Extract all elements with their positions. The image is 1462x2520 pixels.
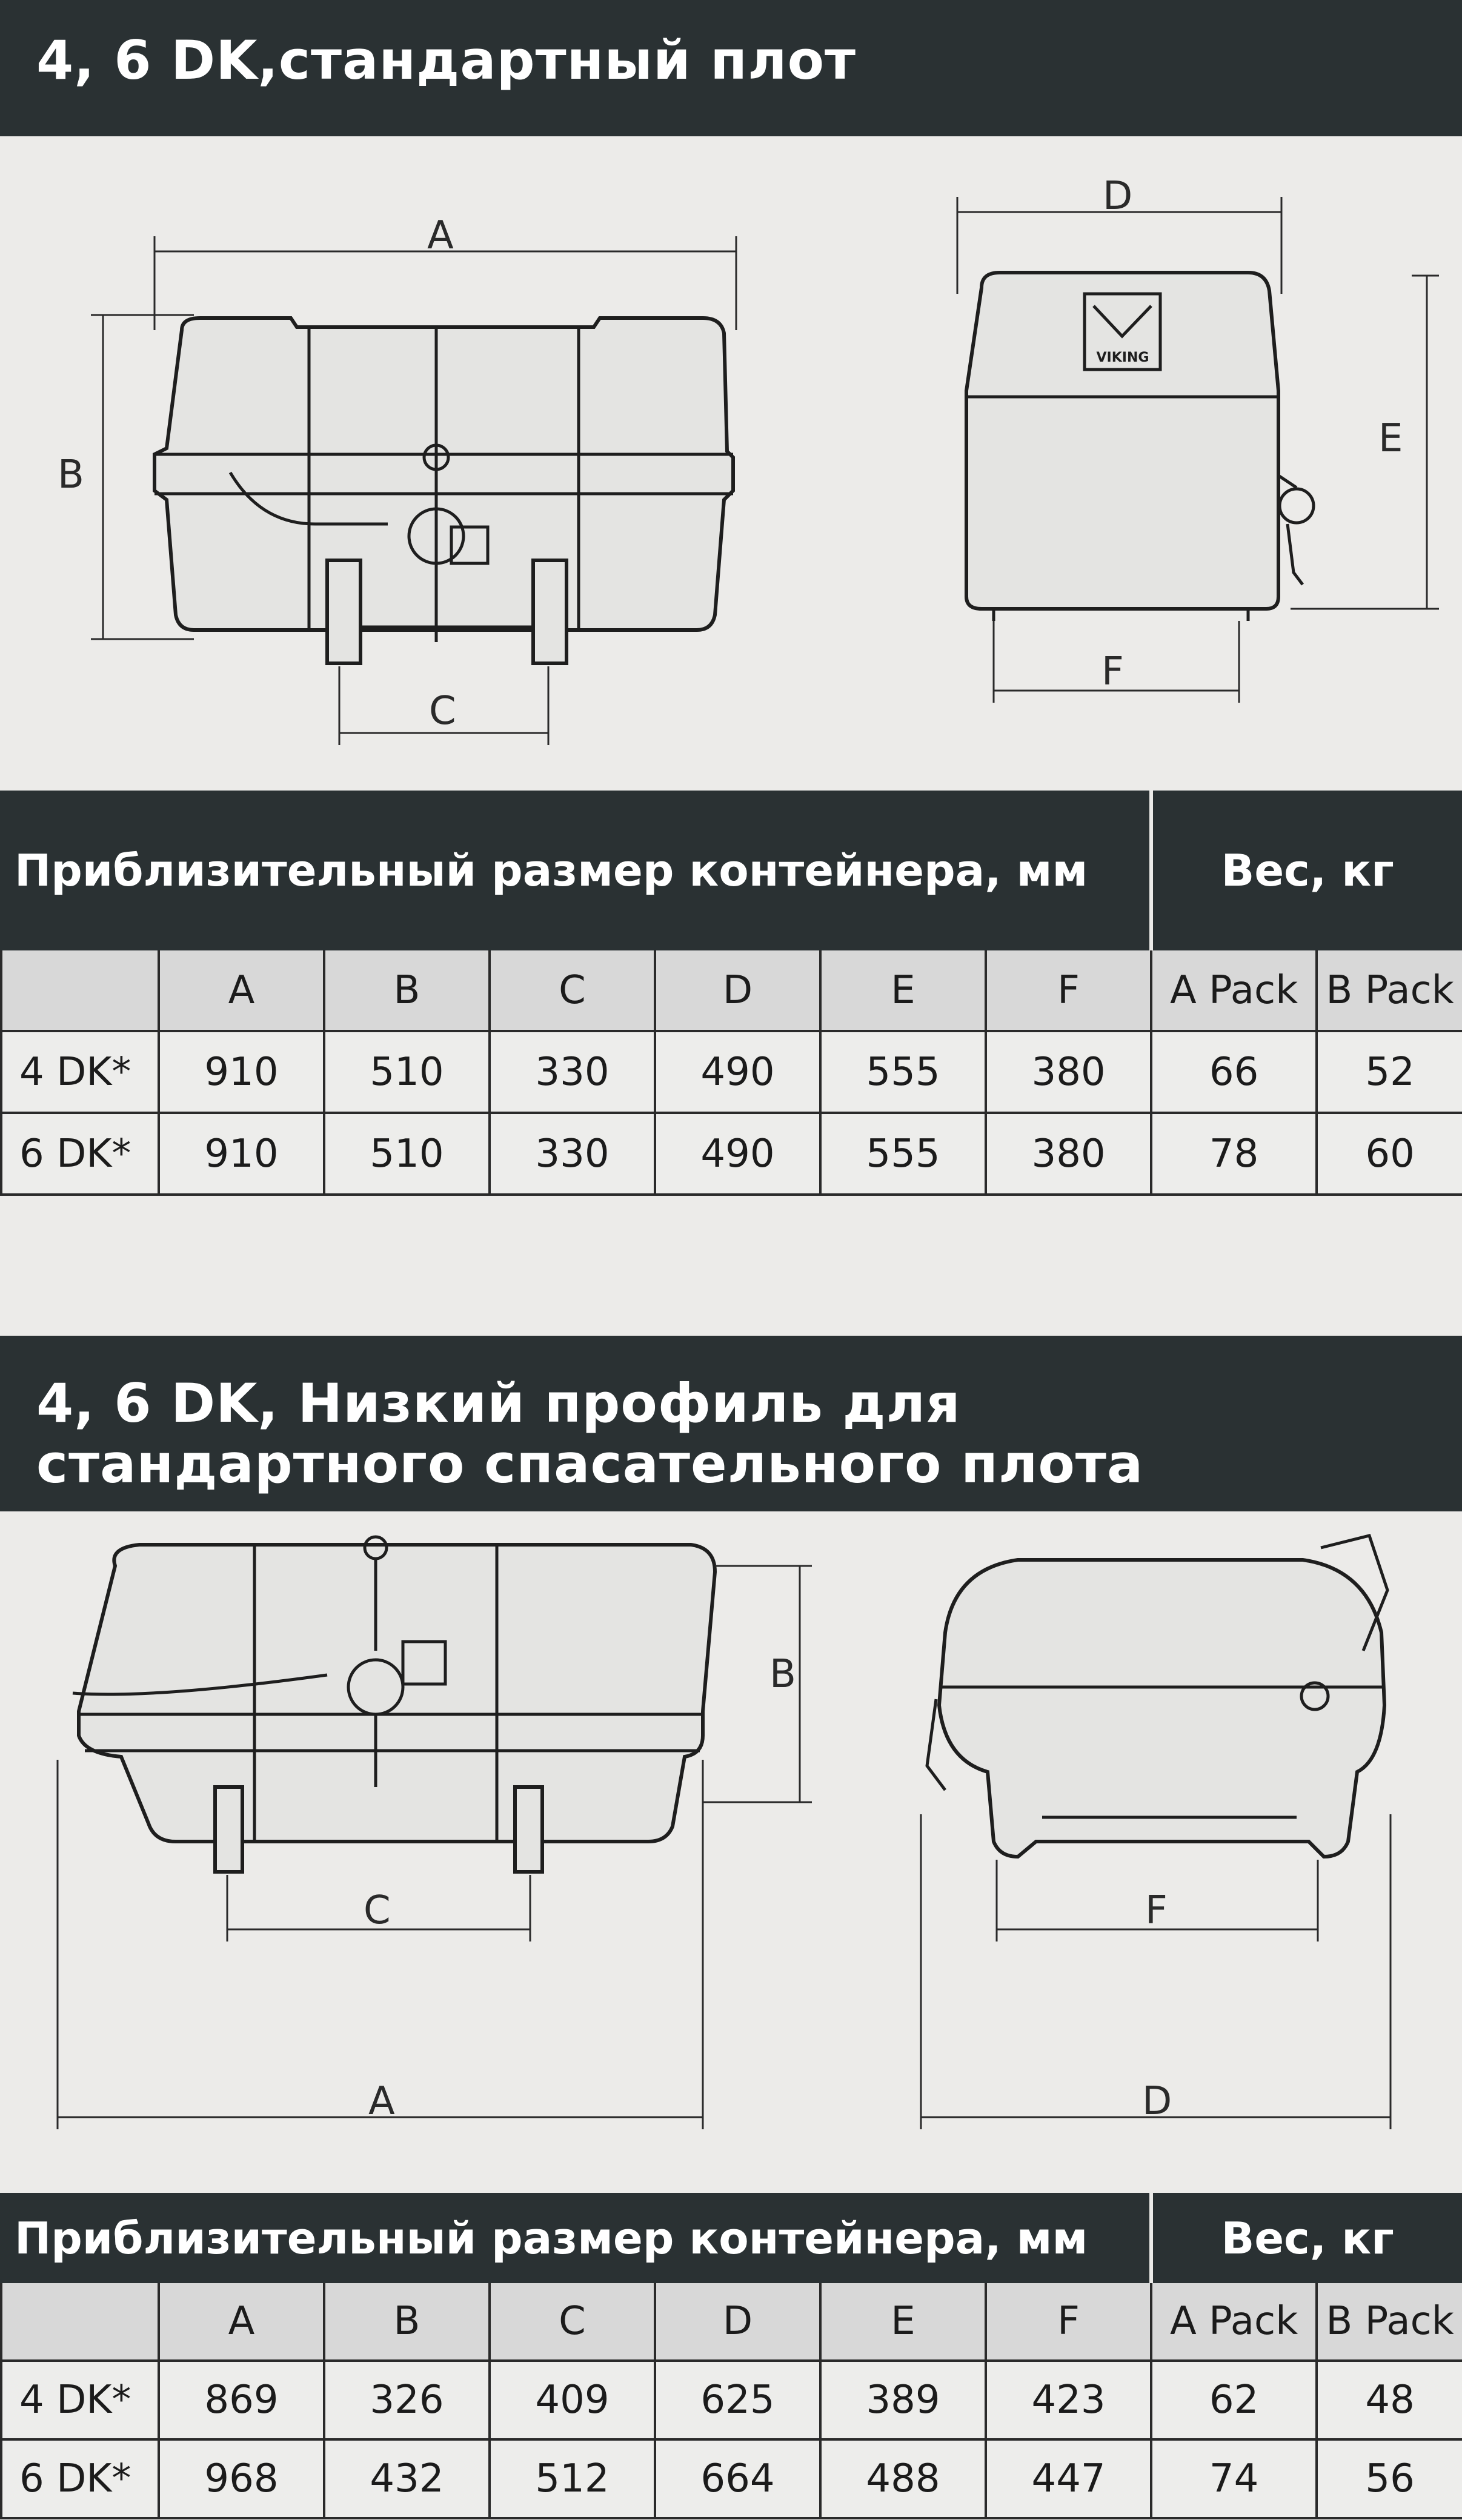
col-header xyxy=(1,949,159,1031)
section-title-text: 4, 6 DK,стандартный плот xyxy=(36,29,857,91)
dim-label-e: E xyxy=(1378,416,1403,461)
table-cell: 380 xyxy=(986,1113,1151,1195)
table-cell: 389 xyxy=(820,2361,986,2439)
dim-label-c: C xyxy=(429,689,456,734)
spec-table-standard xyxy=(0,791,1462,1196)
table-row xyxy=(1,1031,1462,1113)
table-cell: 60 xyxy=(1317,1113,1462,1195)
table-row xyxy=(1,2361,1462,2439)
table-cell: 910 xyxy=(159,1031,324,1113)
table-cell: 510 xyxy=(324,1113,490,1195)
table-cell: 869 xyxy=(159,2361,324,2439)
col-header: E xyxy=(820,949,986,1031)
dims-header: Приблизительный размер контейнера, мм xyxy=(1,2194,1151,2282)
table-cell: 664 xyxy=(655,2439,820,2518)
table-cell: 447 xyxy=(986,2439,1151,2518)
row-label: 4 DK* xyxy=(1,1031,159,1113)
side-view-low xyxy=(58,1537,812,2129)
table-row xyxy=(1,1113,1462,1195)
table-cell: 74 xyxy=(1151,2439,1317,2518)
col-header: A xyxy=(159,949,324,1031)
table-cell: 330 xyxy=(490,1031,655,1113)
col-header xyxy=(1,2282,159,2361)
low-profile-raft-drawing xyxy=(0,1511,1462,2184)
table-cell: 48 xyxy=(1317,2361,1462,2439)
dim-label-a: A xyxy=(368,2079,395,2124)
col-header: E xyxy=(820,2282,986,2361)
weight-header: Вес, кг xyxy=(1151,792,1462,949)
col-header: A Pack xyxy=(1151,949,1317,1031)
col-header: B xyxy=(324,949,490,1031)
col-header: F xyxy=(986,2282,1151,2361)
table-cell: 423 xyxy=(986,2361,1151,2439)
table-cell: 555 xyxy=(820,1113,986,1195)
dims-header: Приблизительный размер контейнера, мм xyxy=(1,792,1151,949)
col-header: B Pack xyxy=(1317,2282,1462,2361)
dim-label-d: D xyxy=(1103,174,1133,219)
table-cell: 326 xyxy=(324,2361,490,2439)
table-cell: 409 xyxy=(490,2361,655,2439)
dim-label-f: F xyxy=(1101,649,1124,694)
col-header: A Pack xyxy=(1151,2282,1317,2361)
section-title-low-profile xyxy=(0,1336,1462,1511)
table-cell: 488 xyxy=(820,2439,986,2518)
end-view-low xyxy=(921,1536,1391,2129)
table-row xyxy=(1,2439,1462,2518)
table-cell: 510 xyxy=(324,1031,490,1113)
weight-header: Вес, кг xyxy=(1151,2194,1462,2282)
standard-raft-drawing xyxy=(0,136,1462,791)
col-header: B Pack xyxy=(1317,949,1462,1031)
side-view xyxy=(58,213,736,745)
col-header: B xyxy=(324,2282,490,2361)
table-cell: 78 xyxy=(1151,1113,1317,1195)
table-cell: 52 xyxy=(1317,1031,1462,1113)
dim-label-f: F xyxy=(1145,1888,1168,1933)
dim-label-b: B xyxy=(769,1652,796,1697)
col-header: A xyxy=(159,2282,324,2361)
viking-logo-text: VIKING xyxy=(1096,350,1149,365)
row-label: 6 DK* xyxy=(1,1113,159,1195)
col-header: C xyxy=(490,949,655,1031)
col-header: D xyxy=(655,2282,820,2361)
table-cell: 512 xyxy=(490,2439,655,2518)
table-cell: 380 xyxy=(986,1031,1151,1113)
table-cell: 432 xyxy=(324,2439,490,2518)
dim-label-b: B xyxy=(58,453,84,497)
dim-label-a: A xyxy=(427,213,454,258)
table-cell: 490 xyxy=(655,1031,820,1113)
section-title-line-1: 4, 6 DK, Низкий профиль для xyxy=(36,1372,961,1434)
dim-label-d: D xyxy=(1142,2079,1172,2124)
end-view xyxy=(957,174,1439,703)
col-header: C xyxy=(490,2282,655,2361)
section-title-line-2: стандартного спасательного плота xyxy=(36,1433,1144,1495)
table-cell: 555 xyxy=(820,1031,986,1113)
table-cell: 66 xyxy=(1151,1031,1317,1113)
col-header: D xyxy=(655,949,820,1031)
section-title-standard xyxy=(0,0,1462,136)
row-label: 6 DK* xyxy=(1,2439,159,2518)
dim-label-c: C xyxy=(364,1888,391,1933)
table-cell: 56 xyxy=(1317,2439,1462,2518)
table-cell: 330 xyxy=(490,1113,655,1195)
table-cell: 910 xyxy=(159,1113,324,1195)
spec-table-low-profile xyxy=(0,2193,1462,2519)
col-header: F xyxy=(986,949,1151,1031)
row-label: 4 DK* xyxy=(1,2361,159,2439)
table-cell: 62 xyxy=(1151,2361,1317,2439)
table-cell: 490 xyxy=(655,1113,820,1195)
table-cell: 625 xyxy=(655,2361,820,2439)
table-cell: 968 xyxy=(159,2439,324,2518)
